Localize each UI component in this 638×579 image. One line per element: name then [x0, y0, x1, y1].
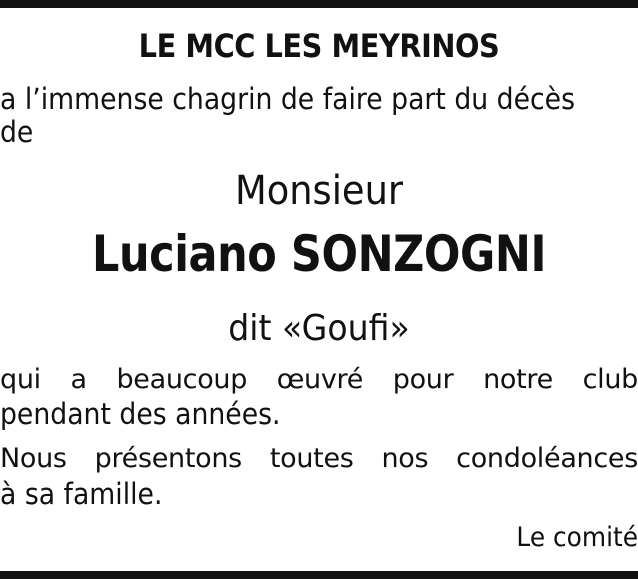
top-border-rule [0, 0, 638, 8]
tribute-text-line: qui a beaucoup œuvré pour notre club [0, 364, 638, 395]
deceased-title: Monsieur [234, 168, 404, 214]
deceased-nickname: dit «Goufi» [228, 308, 410, 349]
condolences-text-line: Nous présentons toutes nos condoléances [0, 443, 638, 474]
tribute-text-line-continued: pendant des années. [0, 397, 281, 431]
intro-text-line: a l’immense chagrin de faire part du décès [0, 82, 575, 116]
signature: Le comité [516, 522, 638, 553]
organization-heading: LE MCC LES MEYRINOS [138, 27, 500, 65]
condolences-text-line-continued: à sa famille. [0, 477, 163, 511]
deceased-name: Luciano SONZOGNI [91, 225, 547, 283]
bottom-border-rule [0, 571, 638, 579]
intro-text-line-continued: de [0, 115, 34, 149]
